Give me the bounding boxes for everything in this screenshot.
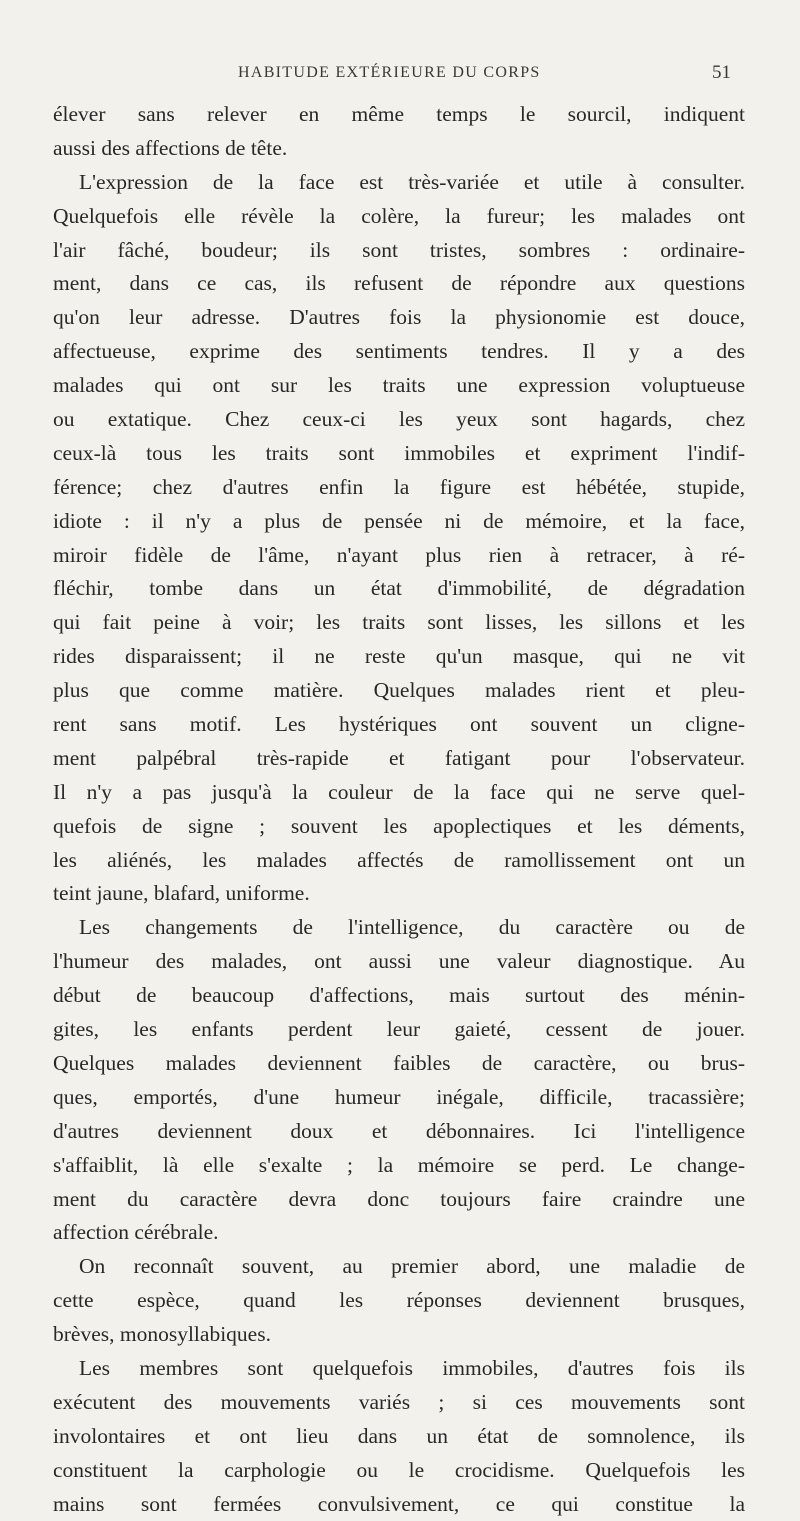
text-line: affectueuse, exprime des sentiments tendres. Il y a des <box>53 339 745 364</box>
text-line: mains sont fermées convulsivement, ce qui constitue la <box>53 1491 745 1516</box>
page-number: 51 <box>712 62 731 83</box>
text-line: rent sans motif. Les hystériques ont souvent un cligne- <box>53 712 745 737</box>
text-line: gites, les enfants perdent leur gaieté, cessent de jouer. <box>53 1017 745 1042</box>
text-line: Quelques malades deviennent faibles de caractère, ou brus- <box>53 1050 745 1075</box>
text-line: début de beaucoup d'affections, mais surtout des ménin- <box>53 983 745 1008</box>
text-line: On reconnaît souvent, au premier abord, une maladie de <box>79 1254 745 1279</box>
text-line: férence; chez d'autres enfin la figure est hébétée, stupide, <box>53 474 745 499</box>
text-line: les aliénés, les malades affectés de ramollissement ont un <box>53 847 745 872</box>
body-text <box>53 98 745 1521</box>
text-line: plus que comme matière. Quelques malades rient et pleu- <box>53 678 745 703</box>
text-line: élever sans relever en même temps le sourcil, indiquent <box>53 102 745 126</box>
text-line: l'humeur des malades, ont aussi une valeur diagnostique. Au <box>53 949 745 974</box>
text-line: d'autres deviennent doux et débonnaires. Ici l'intelligence <box>53 1118 745 1143</box>
text-line: rides disparaissent; il ne reste qu'un masque, qui ne vit <box>53 644 745 669</box>
running-title: HABITUDE EXTÉRIEURE DU CORPS <box>238 64 541 81</box>
text-line: involontaires et ont lieu dans un état de somnolence, ils <box>53 1423 745 1448</box>
text-line: exécutent des mouvements variés ; si ces mouvements sont <box>53 1389 745 1414</box>
text-line: ou extatique. Chez ceux-ci les yeux sont hagards, chez <box>53 407 745 432</box>
text-line: ment du caractère devra donc toujours faire craindre une <box>53 1186 745 1211</box>
text-line: ceux-là tous les traits sont immobiles et expriment l'indif- <box>53 440 745 465</box>
text-line: qui fait peine à voir; les traits sont lisses, les sillons et les <box>53 610 745 635</box>
text-line: affection cérébrale. <box>53 1220 219 1245</box>
text-line: l'air fâché, boudeur; ils sont tristes, sombres : ordinaire- <box>53 237 745 262</box>
text-line: L'expression de la face est très-variée et utile à consulter. <box>79 169 745 194</box>
text-line: aussi des affections de tête. <box>53 135 288 160</box>
text-line: quefois de signe ; souvent les apoplectiques et les déments, <box>53 813 745 838</box>
text-line: brèves, monosyllabiques. <box>53 1322 271 1347</box>
text-line: malades qui ont sur les traits une expression voluptueuse <box>53 373 745 398</box>
text-line: constituent la carphologie ou le crocidisme. Quelquefois les <box>53 1457 745 1482</box>
text-line: idiote : il n'y a plus de pensée ni de mémoire, et la face, <box>53 508 745 533</box>
text-line: ment, dans ce cas, ils refusent de répondre aux questions <box>53 271 745 296</box>
text-line: Les membres sont quelquefois immobiles, d'autres fois ils <box>79 1355 745 1380</box>
text-line: qu'on leur adresse. D'autres fois la physionomie est douce, <box>53 305 745 330</box>
text-line: miroir fidèle de l'âme, n'ayant plus rien à retracer, à ré- <box>53 542 745 567</box>
text-line: ment palpébral très-rapide et fatigant pour l'observateur. <box>53 745 745 770</box>
text-line: fléchir, tombe dans un état d'immobilité, de dégradation <box>53 576 745 601</box>
text-line: Les changements de l'intelligence, du caractère ou de <box>79 915 745 940</box>
text-line: teint jaune, blafard, uniforme. <box>53 881 310 906</box>
text-line: s'affaiblit, là elle s'exalte ; la mémoire se perd. Le change- <box>53 1152 745 1177</box>
text-line: Il n'y a pas jusqu'à la couleur de la face qui ne serve quel- <box>53 779 745 804</box>
text-line: ques, emportés, d'une humeur inégale, difficile, tracassière; <box>53 1084 745 1109</box>
text-line: cette espèce, quand les réponses deviennent brusques, <box>53 1288 745 1313</box>
text-line: Quelquefois elle révèle la colère, la fureur; les malades ont <box>53 203 745 228</box>
